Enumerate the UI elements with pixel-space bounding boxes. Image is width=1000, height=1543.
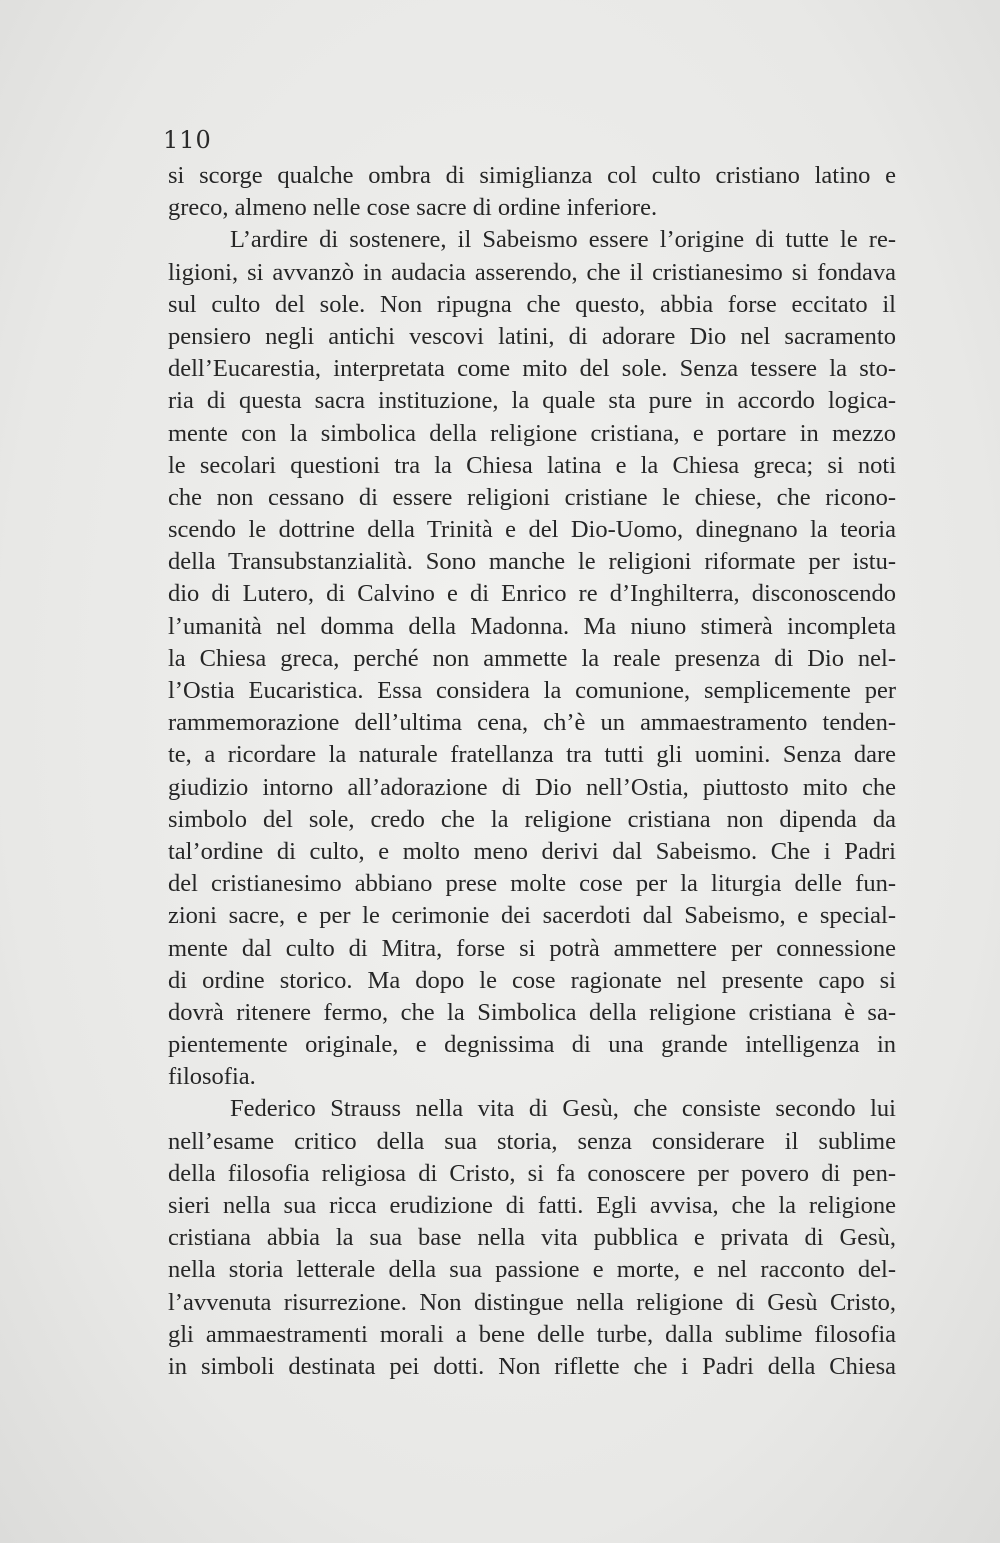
- text-line: mente dal culto di Mitra, forse si potrà ammettere per connessione: [168, 934, 896, 962]
- text-line: giudizio intorno all’adorazione di Dio nell’Ostia, piuttosto mito che: [168, 773, 896, 801]
- text-line: la Chiesa greca, perché non ammette la reale presenza di Dio nel-: [168, 644, 896, 672]
- text-line: filosofia.: [168, 1063, 256, 1091]
- text-line: sul culto del sole. Non ripugna che questo, abbia forse eccitato il: [168, 290, 896, 318]
- text-line: cristiana abbia la sua base nella vita pubblica e privata di Gesù,: [168, 1224, 896, 1252]
- text-line: di ordine storico. Ma dopo le cose ragionate nel presente capo si: [168, 966, 896, 994]
- text-line: ligioni, si avvanzò in audacia asserendo, che il cristianesimo si fondava: [168, 258, 896, 286]
- text-line: dovrà ritenere fermo, che la Simbolica della religione cristiana è sa-: [168, 998, 896, 1026]
- text-line: dio di Lutero, di Calvino e di Enrico re d’Inghilterra, disconoscendo: [168, 580, 896, 608]
- text-line: pientemente originale, e degnissima di una grande intelligenza in: [168, 1031, 896, 1059]
- text-line: L’ardire di sostenere, il Sabeismo essere l’origine di tutte le re-: [230, 226, 896, 254]
- text-line: le secolari questioni tra la Chiesa latina e la Chiesa greca; si noti: [168, 451, 896, 479]
- text-line: in simboli destinata pei dotti. Non riflette che i Padri della Chiesa: [168, 1352, 896, 1380]
- text-line: simbolo del sole, credo che la religione cristiana non dipenda da: [168, 805, 896, 833]
- text-line: dell’Eucarestia, interpretata come mito del sole. Senza tessere la sto-: [168, 355, 896, 383]
- body-text: [168, 160, 896, 1383]
- text-line: si scorge qualche ombra di simiglianza col culto cristiano latino e: [168, 162, 896, 189]
- text-line: Federico Strauss nella vita di Gesù, che consiste secondo lui: [230, 1095, 896, 1123]
- text-line: gli ammaestramenti morali a bene delle turbe, dalla sublime filosofia: [168, 1320, 896, 1348]
- text-line: te, a ricordare la naturale fratellanza tra tutti gli uomini. Senza dare: [168, 741, 896, 769]
- text-line: zioni sacre, e per le cerimonie dei sacerdoti dal Sabeismo, e special-: [168, 902, 896, 930]
- text-line: rammemorazione dell’ultima cena, ch’è un ammaestramento tenden-: [168, 709, 896, 737]
- text-line: della filosofia religiosa di Cristo, si fa conoscere per povero di pen-: [168, 1159, 896, 1187]
- page-number: 110: [163, 126, 212, 154]
- text-line: che non cessano di essere religioni cristiane le chiese, che ricono-: [168, 483, 896, 511]
- text-line: scendo le dottrine della Trinità e del Dio-Uomo, dinegnano la teoria: [168, 516, 896, 544]
- text-line: mente con la simbolica della religione cristiana, e portare in mezzo: [168, 419, 896, 447]
- text-line: l’Ostia Eucaristica. Essa considera la comunione, semplicemente per: [168, 677, 896, 704]
- text-line: tal’ordine di culto, e molto meno derivi dal Sabeismo. Che i Padri: [168, 837, 896, 865]
- text-line: del cristianesimo abbiano prese molte cose per la liturgia delle fun-: [168, 870, 896, 898]
- text-line: della Transubstanzialità. Sono manche le religioni riformate per istu-: [168, 548, 896, 576]
- text-line: greco, almeno nelle cose sacre di ordine inferiore.: [168, 194, 658, 222]
- text-line: nella storia letterale della sua passione e morte, e nel racconto del-: [168, 1256, 896, 1284]
- text-line: l’umanità nel domma della Madonna. Ma niuno stimerà incompleta: [168, 612, 896, 640]
- text-line: nell’esame critico della sua storia, senza considerare il sublime: [168, 1127, 896, 1155]
- text-line: ria di questa sacra instituzione, la quale sta pure in accordo logica-: [168, 387, 896, 415]
- text-line: pensiero negli antichi vescovi latini, di adorare Dio nel sacramento: [168, 322, 896, 350]
- text-line: l’avvenuta risurrezione. Non distingue nella religione di Gesù Cristo,: [168, 1288, 896, 1316]
- text-line: sieri nella sua ricca erudizione di fatti. Egli avvisa, che la religione: [168, 1192, 896, 1219]
